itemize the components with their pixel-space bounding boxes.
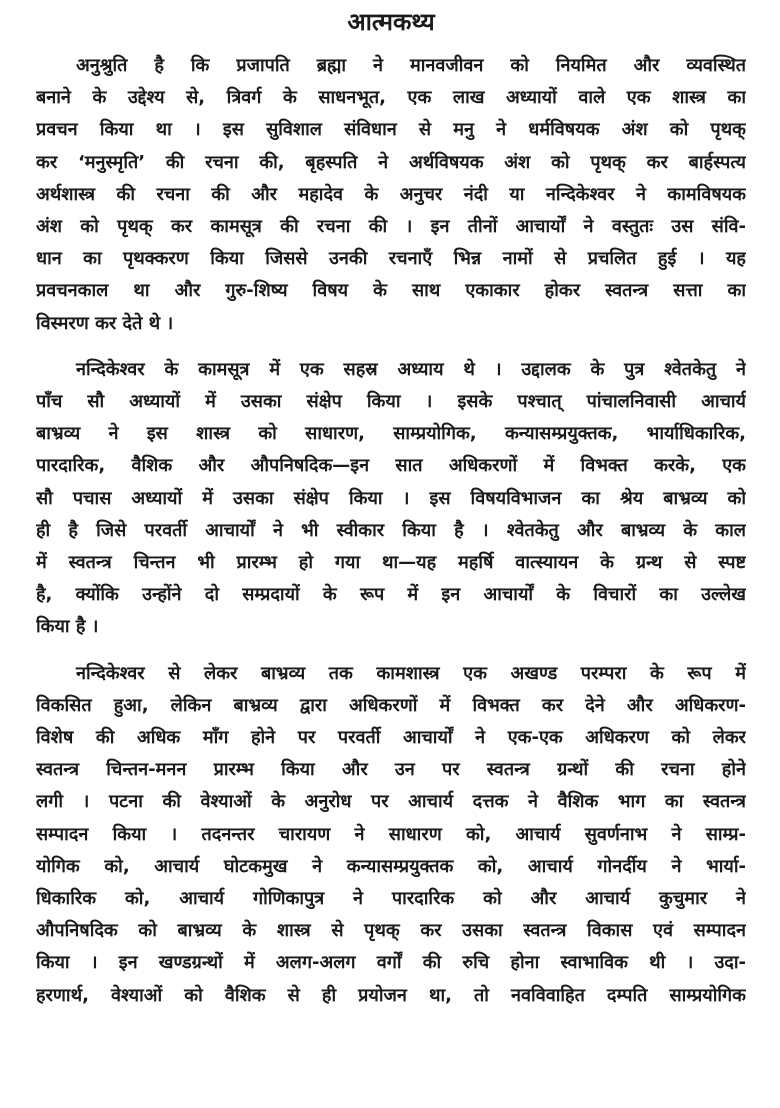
text-line: किया । इन खण्डग्रन्थों में अलग-अलग वर्गों की रुचि होना स्वाभाविक थी । उदा- [36, 952, 746, 974]
text-line: औपनिषदिक को बाभ्रव्य के शास्त्र से पृथक् कर उसका स्वतन्त्र विकास एवं सम्पादन [36, 920, 746, 942]
text-line: ही है जिसे परवर्ती आचार्यों ने भी स्वीकार किया है । श्वेतकेतु और बाभ्रव्य के काल [36, 519, 746, 541]
text-line: प्रवचनकाल था और गुरु-शिष्य विषय के साथ एकाकार होकर स्वतन्त्र सत्ता का [36, 280, 746, 302]
text-line: स्वतन्त्र चिन्तन-मनन प्रारम्भ किया और उन पर स्वतन्त्र ग्रन्थों की रचना होने [36, 759, 746, 781]
text-line: प्रवचन किया था । इस सुविशाल संविधान से मनु ने धर्मविषयक अंश को पृथक् [36, 119, 746, 141]
text-line: कर ‘मनुस्मृति’ की रचना की, बृहस्पति ने अर्थविषयक अंश को पृथक् कर बार्हस्पत्य [36, 151, 746, 173]
text-line: योगिक को, आचार्य घोटकमुख ने कन्यासम्प्रयुक्तक को, आचार्य गोनर्दीय ने भार्या- [36, 855, 746, 877]
text-line: सौ पचास अध्यायों में उसका संक्षेप किया । इस विषयविभाजन का श्रेय बाभ्रव्य को [36, 487, 746, 509]
text-line: किया है । [36, 616, 99, 638]
text-line: अर्थशास्त्र की रचना की और महादेव के अनुचर नंदी या नन्दिकेश्वर ने कामविषयक [36, 183, 746, 205]
text-line: पाँच सौ अध्यायों में उसका संक्षेप किया । इसके पश्चात् पांचालनिवासी आचार्य [36, 391, 746, 413]
text-line: अंश को पृथक् कर कामसूत्र की रचना की । इन तीनों आचार्यों ने वस्तुतः उस संवि- [36, 216, 746, 238]
paragraph-2 [36, 354, 746, 644]
text-line: नन्दिकेश्वर से लेकर बाभ्रव्य तक कामशास्त्र एक अखण्ड परम्परा के रूप में [76, 662, 746, 684]
text-line: बाभ्रव्य ने इस शास्त्र को साधारण, साम्प्रयोगिक, कन्यासम्प्रयुक्तक, भार्याधिकारिक, [36, 423, 746, 445]
text-line: बनाने के उद्देश्य से, त्रिवर्ग के साधनभूत, एक लाख अध्यायों वाले एक शास्त्र का [36, 87, 746, 109]
text-line: लगी । पटना की वेश्याओं के अनुरोध पर आचार्य दत्तक ने वैशिक भाग का स्वतन्त्र [36, 791, 746, 813]
page-title: आत्मकथ्य [347, 8, 435, 36]
paragraph-3 [36, 658, 746, 1012]
text-line: धिकारिक को, आचार्य गोणिकापुत्र ने पारदारिक को और आचार्य कुचुमार ने [36, 888, 746, 910]
text-line: में स्वतन्त्र चिन्तन भी प्रारम्भ हो गया था—यह महर्षि वात्स्यायन के ग्रन्थ से स्पष्ट [36, 552, 746, 574]
text-line: है, क्योंकि उन्होंने दो सम्प्रदायों के रूप में इन आचार्यों के विचारों का उल्लेख [36, 584, 746, 606]
text-line: विस्मरण कर देते थे । [36, 312, 174, 334]
text-line: धान का पृथक्करण किया जिससे उनकी रचनाएँ भिन्न नामों से प्रचलित हुई । यह [36, 248, 746, 270]
text-line: विकसित हुआ, लेकिन बाभ्रव्य द्वारा अधिकरणों में विभक्त कर देने और अधिकरण- [36, 694, 746, 716]
text-line: हरणार्थ, वेश्याओं को वैशिक से ही प्रयोजन था, तो नवविवाहित दम्पति साम्प्रयोगिक [36, 984, 746, 1006]
text-line: अनुश्रुति है कि प्रजापति ब्रह्मा ने मानवजीवन को नियमित और व्यवस्थित [76, 55, 746, 76]
text-line: विशेष की अधिक माँग होने पर परवर्ती आचार्यों ने एक-एक अधिकरण को लेकर [36, 727, 746, 749]
paragraph-1 [36, 50, 746, 340]
text-line: सम्पादन किया । तदनन्तर चारायण ने साधारण को, आचार्य सुवर्णनाभ ने साम्प्र- [36, 823, 746, 845]
text-line: पारदारिक, वैशिक और औपनिषदिक—इन सात अधिकरणों में विभक्त करके, एक [36, 455, 746, 477]
text-line: नन्दिकेश्वर के कामसूत्र में एक सहस्र अध्याय थे । उद्दालक के पुत्र श्वेतकेतु ने [76, 358, 746, 380]
